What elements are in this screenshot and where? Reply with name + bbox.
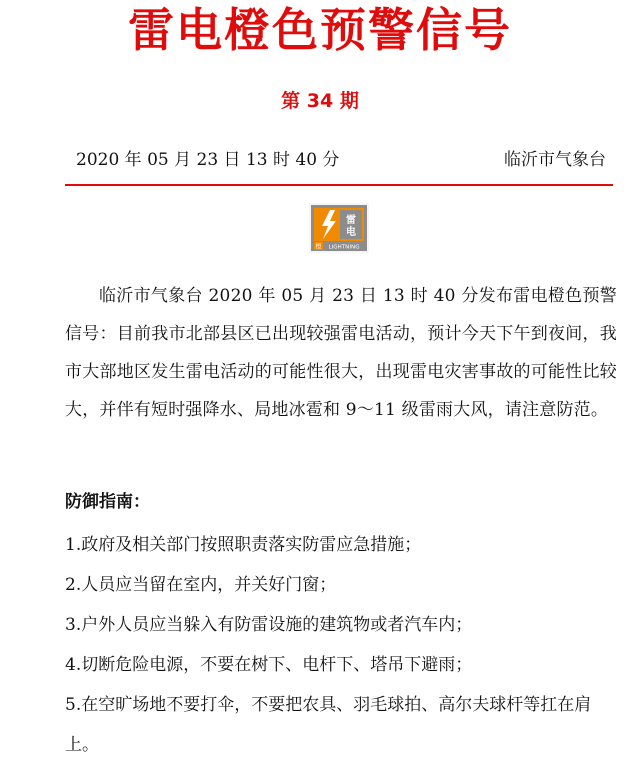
warning-paragraph: 临沂市气象台 2020 年 05 月 23 日 13 时 40 分发布雷电橙色预警信号：目前我市北部县区已出现较强雷电活动，预计今天下午到夜间，我市大部地区发生雷电活动的可能性很大，出现雷电灾害事故的可能性比较大，并伴有短时强降水、局地冰雹和 9～11 级雷雨大风，请注意防范。 [65,286,617,420]
issue-datetime: 2020 年 05 月 23 日 13 时 40 分 [76,150,340,170]
guide-item: 5.在空旷场地不要打伞，不要把农具、羽毛球拍、高尔夫球杆等扛在肩上。 [65,695,592,755]
guide-title: 防御指南： [65,492,150,512]
guide-item: 2.人员应当留在室内，并关好门窗； [65,575,337,595]
issuer-name: 临沂市气象台 [504,150,606,170]
icon-bottom-text: LIGHTNING [328,244,360,251]
guide-item: 1.政府及相关部门按照职责落实防雷应急措施； [65,535,422,555]
icon-top-text: 雷 [346,215,356,226]
guide-list [65,525,617,765]
guide-item: 4.切断危险电源，不要在树下、电杆下、塔吊下避雨； [65,655,473,675]
page-title: 雷电橙色预警信号 [128,3,512,57]
header-divider [65,184,613,186]
icon-top-text-2: 电 [346,227,356,238]
lightning-orange-warning-icon [309,203,369,253]
guide-item: 3.户外人员应当躲入有防雷设施的建筑物或者汽车内； [65,615,473,635]
issue-number: 第 34 期 [281,90,359,112]
icon-side-text: 橙 [315,243,322,251]
